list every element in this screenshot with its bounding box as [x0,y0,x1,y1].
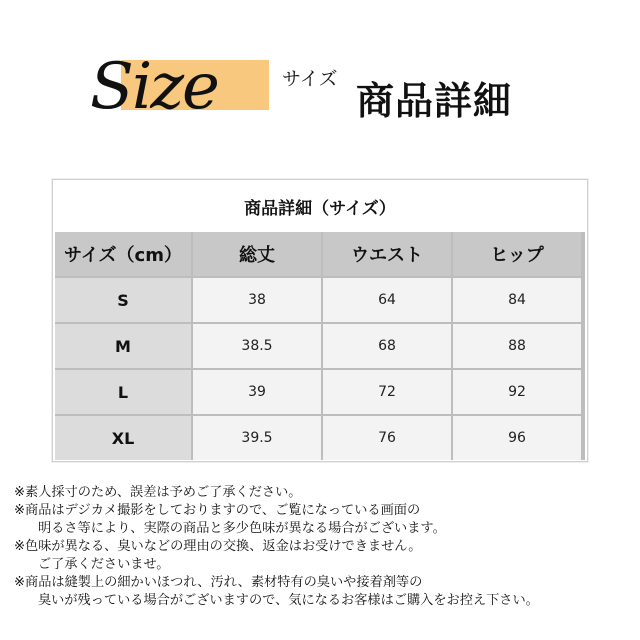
column-header-size: サイズ（cm） [55,232,191,276]
row-size-label: M [55,324,191,368]
note-line: ※素人採寸のため、誤差は予めご了承ください。 [14,485,302,500]
cell-length: 38 [193,278,321,322]
column-header-hip: ヒップ [453,232,581,276]
row-size-label: XL [55,416,191,460]
page-title: 商品詳細 [356,79,513,123]
size-grid [55,232,585,460]
size-table [52,179,588,462]
header [0,0,640,150]
cell-length: 38.5 [193,324,321,368]
note-line: 臭いが残っている場合がございますので、気になるお客様はご購入をお控え下さい。 [38,593,539,608]
cell-waist: 76 [323,416,451,460]
row-size-label: L [55,370,191,414]
size-script-title: Size [90,50,218,124]
cell-hip: 84 [453,278,581,322]
column-header-waist: ウエスト [323,232,451,276]
cell-hip: 92 [453,370,581,414]
note-line: 明るさ等により、実際の商品と多少色味が異なる場合がございます。 [38,521,446,536]
cell-length: 39.5 [193,416,321,460]
column-header-length: 総丈 [193,232,321,276]
cell-hip: 96 [453,416,581,460]
table-title: 商品詳細（サイズ） [53,180,587,232]
cell-waist: 72 [323,370,451,414]
notes [14,484,626,610]
note-line: ※商品はデジカメ撮影をしておりますので、ご覧になっている画面の [14,503,421,518]
note-line: ※商品は縫製上の細かいほつれ、汚れ、素材特有の臭いや接着剤等の [14,575,423,590]
cell-waist: 64 [323,278,451,322]
row-size-label: S [55,278,191,322]
cell-waist: 68 [323,324,451,368]
size-jp-label: サイズ [282,68,338,90]
note-line: ご了承くださいませ。 [38,557,170,572]
note-line: ※色味が異なる、臭いなどの理由の交換、返金はお受けできません。 [14,539,422,554]
cell-length: 39 [193,370,321,414]
cell-hip: 88 [453,324,581,368]
